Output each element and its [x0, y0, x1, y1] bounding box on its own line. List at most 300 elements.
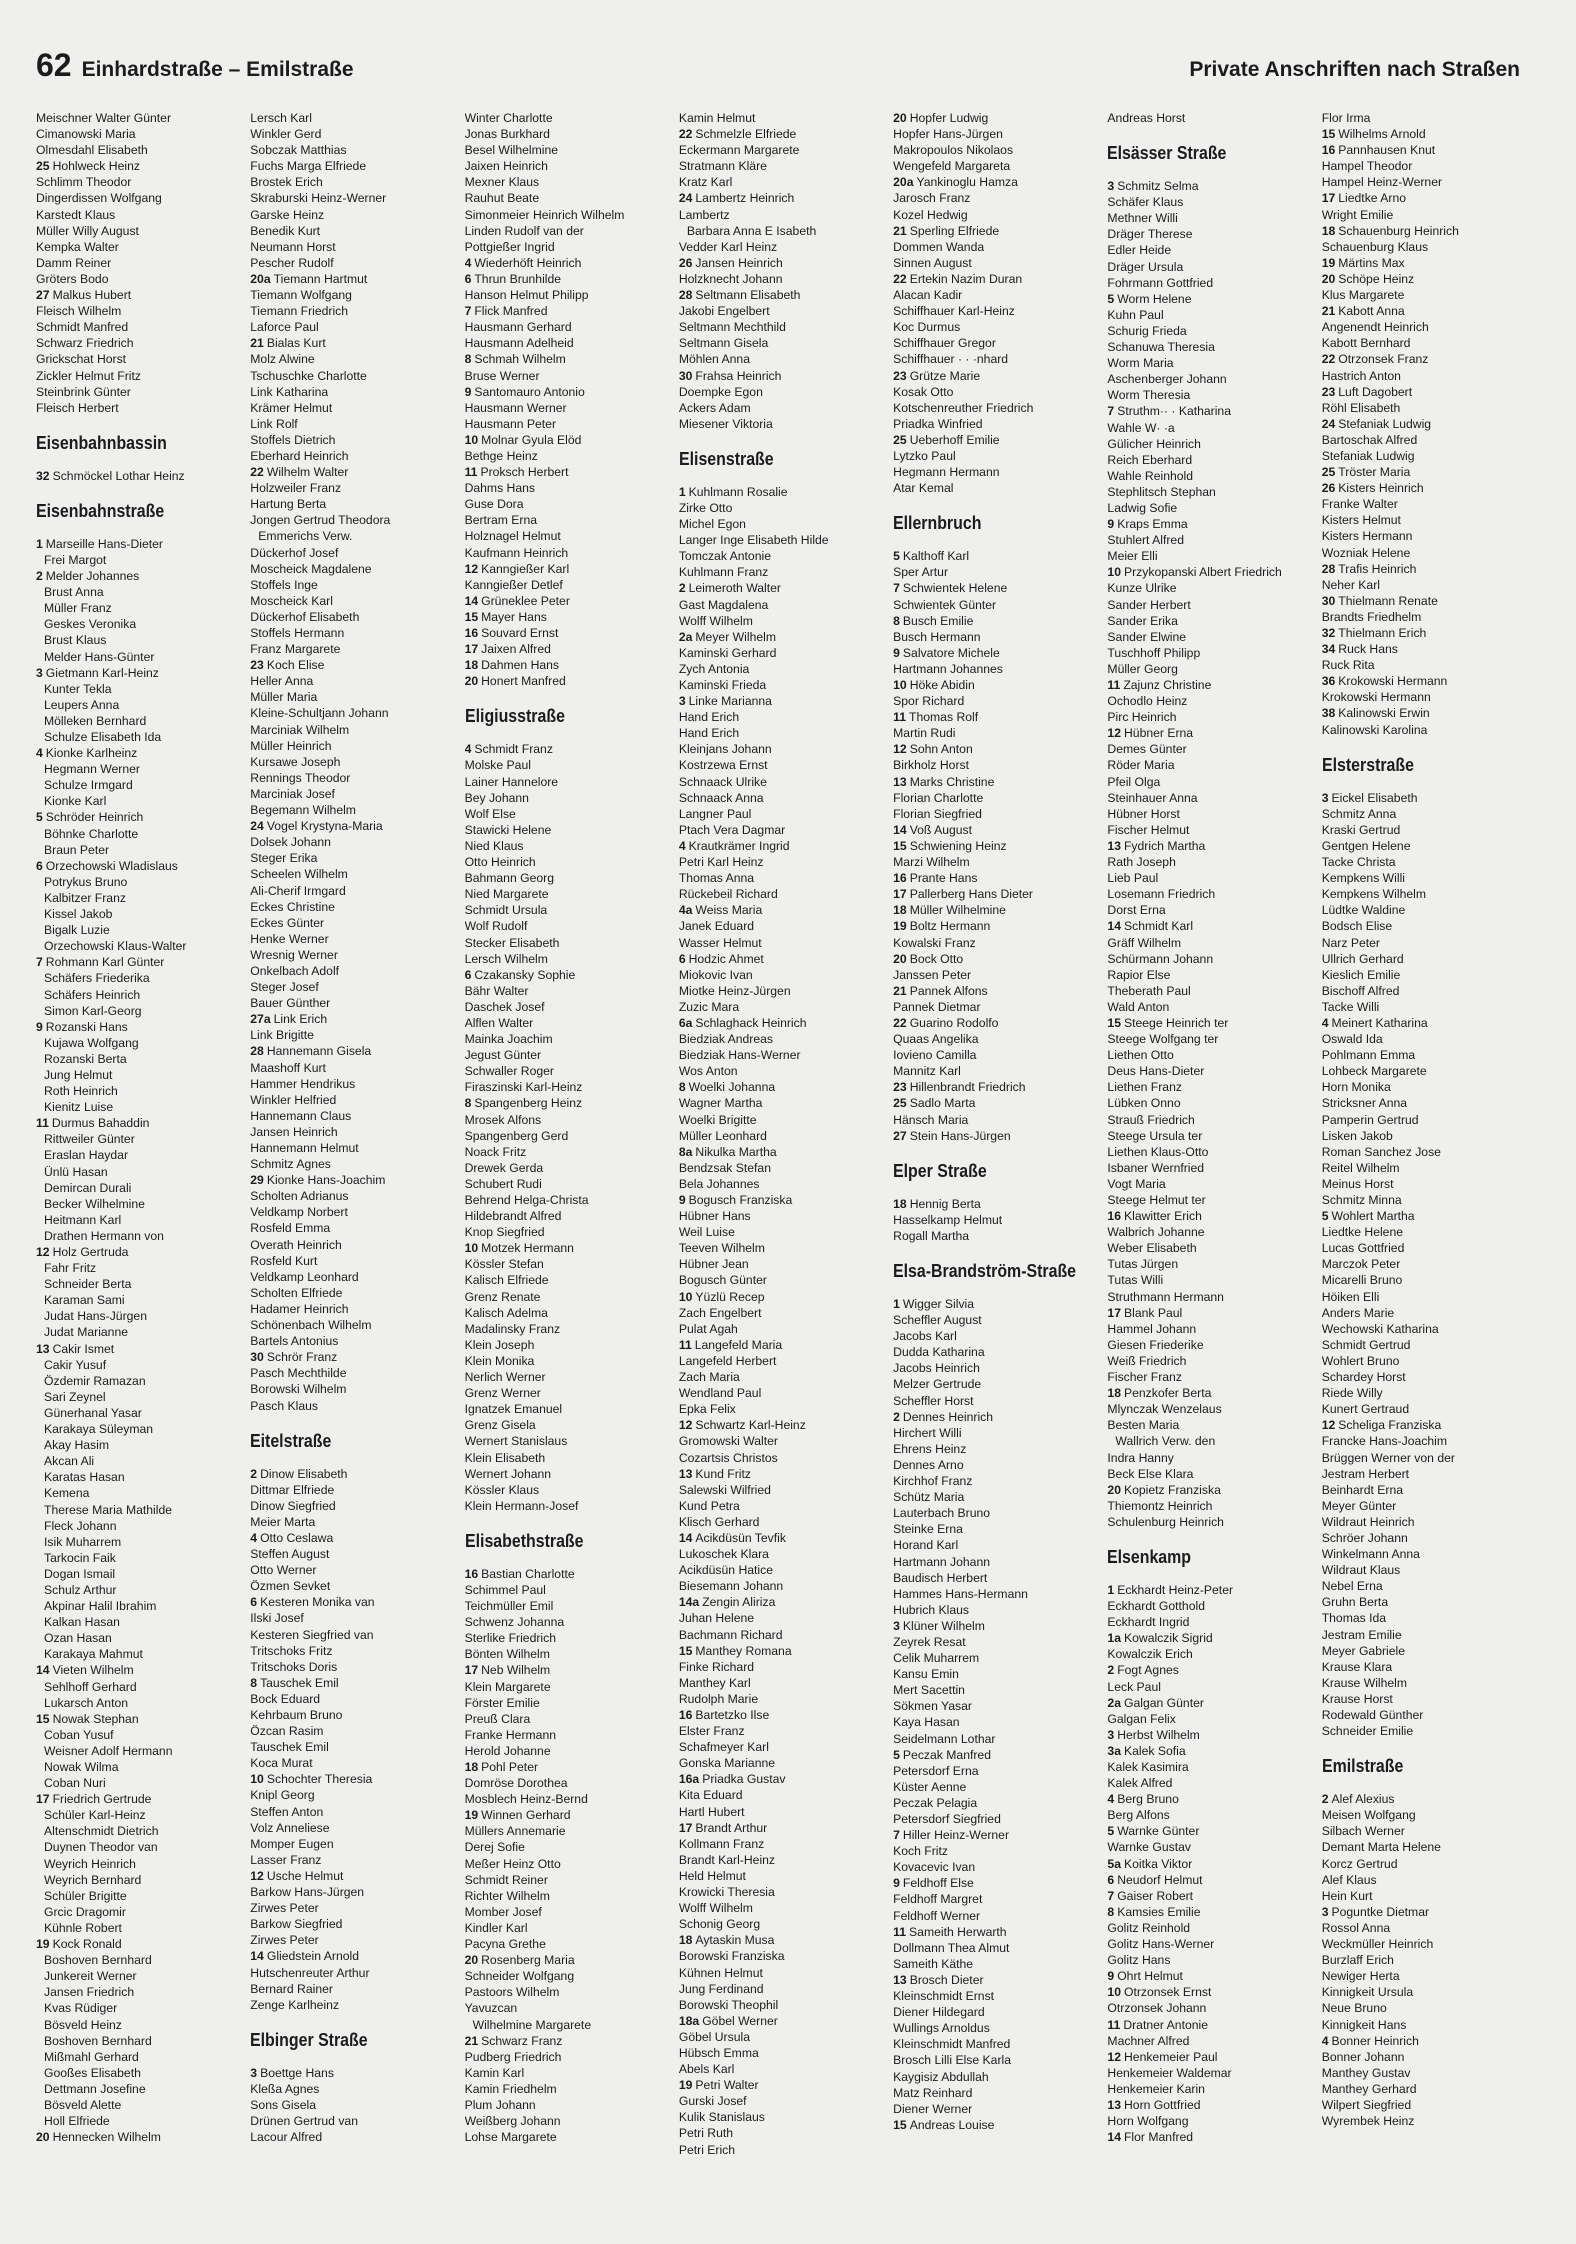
resident-name: Busch Hermann: [893, 629, 981, 644]
resident-name: Röder Maria: [1107, 758, 1175, 773]
resident-entry: [465, 1240, 669, 1256]
resident-entry: [1322, 1839, 1526, 1855]
resident-entry: [1107, 822, 1311, 838]
house-number: 10: [1107, 1985, 1121, 2000]
resident-name: Kalek Alfred: [1107, 1776, 1173, 1791]
house-number: 14: [36, 1663, 50, 1678]
resident-entry: [1107, 1482, 1311, 1498]
resident-name: Melder Hans-Günter: [44, 649, 155, 664]
resident-entry: [1107, 757, 1311, 773]
house-number: 15: [1107, 1015, 1121, 1030]
resident-entry: [679, 1128, 883, 1144]
resident-entry: [679, 1997, 883, 2013]
resident-entry: [679, 951, 883, 967]
resident-entry: [679, 126, 883, 142]
resident-name: Kalinowski Karolina: [1321, 722, 1428, 737]
resident-entry: [893, 661, 1097, 677]
resident-name: Golitz Hans-Werner: [1107, 1937, 1215, 1952]
resident-entry: [893, 597, 1097, 613]
resident-name: Schlimm Theodor: [36, 175, 132, 190]
resident-name: Fischer Helmut: [1107, 822, 1190, 837]
resident-name: Theberath Paul: [1107, 983, 1191, 998]
resident-entry: [679, 1932, 883, 1948]
resident-name: Hannemann Helmut: [250, 1141, 359, 1155]
resident-name: Schulze Irmgard: [44, 778, 133, 793]
resident-entry: [1107, 1630, 1311, 1646]
resident-entry: [1322, 1872, 1526, 1888]
house-number: 10: [250, 1772, 264, 1787]
resident-name: Jansen Heinrich: [250, 1124, 338, 1139]
page-number: 62: [36, 47, 72, 83]
resident-name: Schmitz Minna: [1321, 1193, 1402, 1207]
house-number: 11: [678, 1337, 692, 1352]
resident-entry: [36, 255, 240, 271]
resident-name: Rudolph Marie: [678, 1691, 759, 1706]
resident-entry: [250, 496, 454, 512]
resident-name: Roman Sanchez Jose: [1321, 1144, 1441, 1159]
resident-name: Veldkamp Leonhard: [250, 1269, 359, 1284]
resident-name: Schiffhauer · · ·nhard: [893, 352, 1009, 367]
resident-entry: [465, 2000, 669, 2016]
resident-entry: [893, 255, 1097, 271]
resident-name: Michel Egon: [678, 517, 746, 532]
resident-name: Sinnen August: [893, 255, 972, 270]
resident-entry: [679, 223, 883, 239]
resident-entry: [679, 400, 883, 416]
house-number: 17: [1321, 191, 1336, 206]
resident-name: Galgan Felix: [1107, 1711, 1176, 1726]
resident-entry: [250, 1043, 454, 1059]
resident-entry: [36, 2129, 240, 2145]
resident-name: Gentgen Helene: [1321, 838, 1411, 853]
resident-entry: [36, 400, 240, 416]
resident-name: Berg Bruno: [1117, 1792, 1179, 1807]
resident-entry: [250, 834, 454, 850]
resident-entry: [893, 1940, 1097, 1956]
resident-entry: [1107, 1872, 1311, 1888]
resident-name: Garske Heinz: [250, 207, 325, 222]
resident-name: Steger Josef: [250, 980, 319, 995]
house-number: 3: [36, 665, 43, 680]
resident-entry: [250, 947, 454, 963]
resident-name: Bela Johannes: [678, 1176, 760, 1191]
resident-name: Klisch Gerhard: [678, 1514, 760, 1529]
resident-entry: [465, 1856, 669, 1872]
resident-name: Neher Karl: [1321, 577, 1380, 592]
resident-name: Neudorf Helmut: [1117, 1872, 1203, 1887]
resident-entry: [465, 142, 669, 158]
resident-name: Schwenz Johanna: [464, 1615, 565, 1630]
resident-entry: [250, 1787, 454, 1803]
resident-name: Kunter Tekla: [44, 681, 112, 696]
resident-name: Linke Marianna: [688, 694, 772, 709]
resident-name: Brandt Arthur: [695, 1820, 768, 1835]
resident-entry: [250, 2065, 454, 2081]
resident-entry: [465, 609, 669, 625]
house-number: 1: [893, 1297, 900, 1311]
resident-name: Guarino Rodolfo: [909, 1015, 999, 1030]
resident-entry: [679, 500, 883, 516]
resident-entry: [465, 384, 669, 400]
resident-name: Höiken Elli: [1321, 1289, 1380, 1304]
resident-name: Kempkens Willi: [1321, 871, 1406, 886]
resident-name: Hiller Heinz-Werner: [902, 1828, 1010, 1843]
resident-name: Sobczak Matthias: [250, 143, 347, 158]
resident-entry: [250, 1948, 454, 1964]
resident-name: Otto Heinrich: [464, 855, 536, 870]
resident-entry: [36, 632, 240, 648]
resident-name: Machner Alfred: [1107, 2033, 1190, 2048]
resident-entry: [679, 1498, 883, 1514]
resident-entry: [465, 432, 669, 448]
resident-name: Wendland Paul: [678, 1386, 762, 1401]
resident-entry: [679, 757, 883, 773]
resident-entry: [893, 1698, 1097, 1714]
resident-entry: [1322, 1675, 1526, 1691]
resident-name: Nied Margarete: [464, 887, 549, 902]
resident-entry: [465, 1433, 669, 1449]
resident-entry: [893, 1128, 1097, 1144]
resident-name: Miokovic Ivan: [678, 967, 753, 982]
resident-entry: [1322, 432, 1526, 448]
resident-entry: [679, 1015, 883, 1031]
resident-entry: [1107, 709, 1311, 725]
resident-name: Kalisch Adelma: [464, 1305, 548, 1320]
resident-entry: [893, 480, 1097, 496]
resident-name: Wagner Martha: [678, 1096, 763, 1111]
resident-name: Peczak Manfred: [902, 1747, 991, 1762]
resident-entry: [1322, 1659, 1526, 1675]
resident-name: Eraslan Haydar: [44, 1148, 128, 1163]
resident-name: Wahle Reinhold: [1107, 468, 1194, 483]
resident-name: Dückerhof Josef: [250, 545, 339, 560]
resident-entry: [1107, 484, 1311, 500]
resident-entry: [1322, 416, 1526, 432]
resident-entry: [1322, 1305, 1526, 1321]
resident-entry: [36, 2065, 240, 2081]
resident-name: Kisters Helmut: [1321, 513, 1401, 528]
resident-name: Schmidt Ursula: [464, 903, 548, 918]
resident-entry: [1322, 2113, 1526, 2129]
resident-entry: [1107, 918, 1311, 934]
resident-name: Benedik Kurt: [250, 223, 321, 238]
resident-entry: [679, 1884, 883, 1900]
resident-entry: [893, 384, 1097, 400]
resident-name: Kuhn Paul: [1107, 307, 1164, 322]
resident-name: Bartels Antonius: [250, 1334, 339, 1349]
resident-name: Tutas Jürgen: [1107, 1257, 1179, 1272]
resident-name: Momber Josef: [464, 1904, 542, 1919]
house-number: 18: [464, 658, 479, 673]
resident-entry: [1322, 545, 1526, 561]
resident-name: Dinow Elisabeth: [260, 1466, 348, 1481]
resident-entry: [1322, 271, 1526, 287]
resident-name: Jongen Gertrud Theodora: [250, 513, 391, 528]
house-number: 7: [1107, 404, 1115, 419]
resident-name: Stricksner Anna: [1321, 1096, 1408, 1111]
resident-name: Firaszinski Karl-Heinz: [464, 1080, 583, 1095]
resident-name: Schwarz Friedrich: [36, 336, 134, 351]
resident-entry: [36, 1180, 240, 1196]
resident-entry: [679, 822, 883, 838]
resident-entry: [893, 1924, 1097, 1940]
resident-name: Herold Johanne: [464, 1743, 551, 1758]
resident-entry: [1322, 239, 1526, 255]
resident-name: Langner Paul: [678, 806, 752, 821]
resident-name: Kraski Gertrud: [1321, 822, 1401, 837]
resident-entry: [250, 995, 454, 1011]
resident-name: Schulze Elisabeth Ida: [44, 730, 162, 744]
resident-entry: [893, 223, 1097, 239]
house-number: 11: [1107, 678, 1121, 692]
resident-entry: [36, 1324, 240, 1340]
resident-entry: [36, 1984, 240, 2000]
resident-name: Meyer Günter: [1321, 1498, 1397, 1513]
resident-entry: [893, 1875, 1097, 1891]
resident-entry: [250, 963, 454, 979]
resident-name: Kovacevic Ivan: [893, 1860, 976, 1875]
resident-name: Schwiening Heinz: [909, 838, 1007, 853]
resident-entry: [893, 757, 1097, 773]
resident-entry: [1322, 223, 1526, 239]
resident-entry: [36, 616, 240, 632]
resident-name: Jaixen Heinrich: [464, 159, 548, 174]
resident-entry: [679, 1433, 883, 1449]
resident-name: Pohlmann Emma: [1321, 1048, 1416, 1063]
house-number: 20: [1321, 271, 1336, 286]
resident-name: Meinert Katharina: [1331, 1015, 1428, 1030]
resident-entry: [250, 625, 454, 641]
resident-name: Demant Marta Helene: [1321, 1840, 1441, 1855]
resident-entry: [1322, 142, 1526, 158]
resident-entry: [1107, 1514, 1311, 1530]
resident-entry: [679, 1208, 883, 1224]
resident-name: Krautkrämer Ingrid: [688, 838, 790, 853]
resident-name: Zajunz Christine: [1123, 678, 1212, 692]
resident-name: Özcan Rasim: [250, 1724, 324, 1739]
resident-name: Alef Alexius: [1331, 1792, 1395, 1807]
resident-entry: [250, 915, 454, 931]
resident-name: Bernard Rainer: [250, 1981, 333, 1996]
resident-entry: [465, 1727, 669, 1743]
resident-name: Molz Alwine: [250, 352, 315, 367]
resident-name: Fischer Franz: [1107, 1370, 1182, 1385]
resident-entry: [465, 790, 669, 806]
resident-name: Jung Helmut: [44, 1067, 113, 1082]
resident-name: Krause Wilhelm: [1321, 1675, 1408, 1690]
house-number: 10: [893, 678, 907, 692]
resident-entry: [465, 1047, 669, 1063]
resident-entry: [679, 983, 883, 999]
resident-entry: [250, 416, 454, 432]
resident-name: Moscheick Magdalene: [250, 561, 372, 576]
resident-entry: [893, 142, 1097, 158]
resident-name: Dräger Therese: [1107, 227, 1193, 242]
resident-entry: [1322, 480, 1526, 496]
resident-name: Onkelbach Adolf: [250, 963, 340, 978]
resident-name: Schauenburg Heinrich: [1338, 223, 1459, 238]
resident-name: Link Rolf: [250, 416, 298, 431]
resident-entry: [1107, 2113, 1311, 2129]
resident-entry: [36, 1228, 240, 1244]
resident-name: Ilski Josef: [250, 1611, 304, 1626]
house-number: 3: [1321, 790, 1329, 805]
resident-entry: [679, 1804, 883, 1820]
resident-entry: [679, 1353, 883, 1369]
resident-entry: [36, 1276, 240, 1292]
resident-entry: [679, 1659, 883, 1675]
resident-name: Hegmann Hermann: [893, 465, 1000, 480]
resident-entry: [1107, 1711, 1311, 1727]
resident-entry: [1107, 242, 1311, 258]
resident-entry: [1322, 1079, 1526, 1095]
resident-entry: [250, 351, 454, 367]
resident-name: Wilhelm Walter: [266, 465, 349, 480]
resident-entry: [36, 287, 240, 303]
resident-entry: [1107, 110, 1311, 126]
resident-entry: [679, 1675, 883, 1691]
resident-entry: [250, 384, 454, 400]
resident-entry: [1322, 2017, 1526, 2033]
resident-entry: [893, 2036, 1097, 2052]
resident-entry: [36, 384, 240, 400]
resident-entry: [893, 190, 1097, 206]
resident-name: Makropoulos Nikolaos: [893, 143, 1014, 158]
resident-entry: [893, 709, 1097, 725]
house-number: 25: [1321, 465, 1336, 480]
resident-name: Abels Karl: [678, 2062, 735, 2077]
resident-entry: [250, 400, 454, 416]
resident-name: Schüler Karl-Heinz: [44, 1808, 146, 1823]
resident-entry: [1107, 1920, 1311, 1936]
resident-entry: [1322, 1289, 1526, 1305]
resident-name: Prante Hans: [909, 871, 978, 886]
resident-name: Leimeroth Walter: [688, 581, 781, 596]
resident-entry: [893, 110, 1097, 126]
resident-name: Held Helmut: [678, 1868, 746, 1883]
resident-name: Pannhausen Knut: [1338, 143, 1436, 158]
resident-name: Hampel Heinz-Werner: [1321, 175, 1443, 190]
resident-name: Meischner Walter Günter: [36, 111, 172, 125]
house-number: 14a: [678, 1595, 700, 1610]
resident-entry: [465, 1498, 669, 1514]
resident-entry: [893, 1473, 1097, 1489]
resident-entry: [1107, 548, 1311, 564]
resident-name: Ackers Adam: [678, 400, 751, 415]
resident-entry: [465, 1566, 669, 1582]
resident-name: Schönenbach Wilhelm: [250, 1318, 372, 1333]
resident-name: Rodewald Günther: [1321, 1708, 1424, 1722]
house-number: 5: [1107, 1824, 1115, 1839]
resident-name: Schulz Arthur: [44, 1582, 117, 1597]
resident-entry: [1107, 1160, 1311, 1176]
resident-entry: [1322, 838, 1526, 854]
resident-name: Otrzonsek Ernst: [1123, 1985, 1212, 2000]
resident-name: Möhlen Anna: [678, 352, 750, 367]
resident-name: Wildraut Klaus: [1321, 1563, 1401, 1578]
resident-name: Steffen August: [250, 1547, 330, 1562]
resident-entry: [465, 1321, 669, 1337]
resident-name: Sameith Käthe: [893, 1956, 974, 1971]
resident-entry: [679, 303, 883, 319]
resident-entry: [465, 1192, 669, 1208]
resident-entry: [36, 1083, 240, 1099]
resident-entry: [250, 223, 454, 239]
house-number: 1: [1107, 1582, 1115, 1597]
resident-entry: [36, 2097, 240, 2113]
resident-entry: [1107, 951, 1311, 967]
resident-name: Franke Walter: [1321, 497, 1398, 512]
resident-entry: [1107, 725, 1311, 741]
resident-entry: [36, 1357, 240, 1373]
resident-name: Therese Maria Mathilde: [44, 1502, 173, 1517]
resident-entry: [1107, 741, 1311, 757]
resident-entry: [250, 1804, 454, 1820]
resident-name: Fleck Johann: [44, 1518, 117, 1533]
house-number: 10: [464, 432, 479, 447]
house-number: 6: [678, 951, 686, 966]
resident-entry: [250, 545, 454, 561]
resident-name: Sander Elwine: [1107, 629, 1187, 644]
house-number: 14: [464, 593, 479, 608]
resident-name: Kössler Stefan: [464, 1257, 544, 1272]
resident-entry: [679, 190, 883, 206]
house-number: 22: [1321, 352, 1336, 367]
resident-name: Liethen Otto: [1107, 1048, 1174, 1063]
resident-name: Schmitz Anna: [1321, 806, 1397, 821]
resident-name: Deus Hans-Dieter: [1107, 1064, 1205, 1079]
resident-name: Bonner Heinrich: [1331, 2033, 1419, 2048]
resident-entry: [1322, 1888, 1526, 1904]
resident-name: Wilhelms Arnold: [1338, 127, 1426, 142]
resident-entry: [679, 1594, 883, 1610]
resident-entry: [893, 1505, 1097, 1521]
resident-entry: [250, 480, 454, 496]
house-number: 18: [678, 1933, 693, 1948]
resident-name: Schmidt Franz: [474, 742, 553, 757]
resident-entry: [1322, 1192, 1526, 1208]
resident-name: Schmöckel Lothar Heinz: [52, 468, 185, 483]
resident-entry: [250, 2097, 454, 2113]
house-number: 5: [1321, 1209, 1329, 1224]
resident-name: Lohse Margarete: [464, 2130, 557, 2145]
resident-name: Sökmen Yasar: [893, 1699, 972, 1714]
resident-entry: [893, 580, 1097, 596]
resident-entry: [36, 2081, 240, 2097]
resident-entry: [250, 1820, 454, 1836]
resident-name: Ruck Hans: [1338, 642, 1398, 657]
resident-entry: [465, 528, 669, 544]
resident-name: Tritschoks Doris: [250, 1659, 338, 1674]
resident-entry: [893, 1827, 1097, 1843]
house-number: 25: [893, 1096, 907, 1111]
resident-name: Hübner Hans: [678, 1209, 751, 1224]
resident-name: Lohbeck Margarete: [1321, 1064, 1427, 1079]
resident-entry: [465, 351, 669, 367]
resident-name: Bauer Günther: [250, 996, 331, 1011]
resident-name: Pastoors Wilhelm: [464, 1985, 560, 2000]
resident-entry: [1107, 1984, 1311, 2000]
resident-name: Stoffels Hermann: [250, 626, 345, 640]
resident-entry: [1322, 1514, 1526, 1530]
house-number: 13: [893, 774, 907, 789]
resident-entry: [1322, 1015, 1526, 1031]
resident-name: Langefeld Maria: [694, 1337, 783, 1352]
resident-name: Hartl Hubert: [678, 1804, 745, 1819]
resident-entry: [250, 464, 454, 480]
resident-entry: [893, 1228, 1097, 1244]
resident-name: Göbel Ursula: [678, 2029, 750, 2044]
